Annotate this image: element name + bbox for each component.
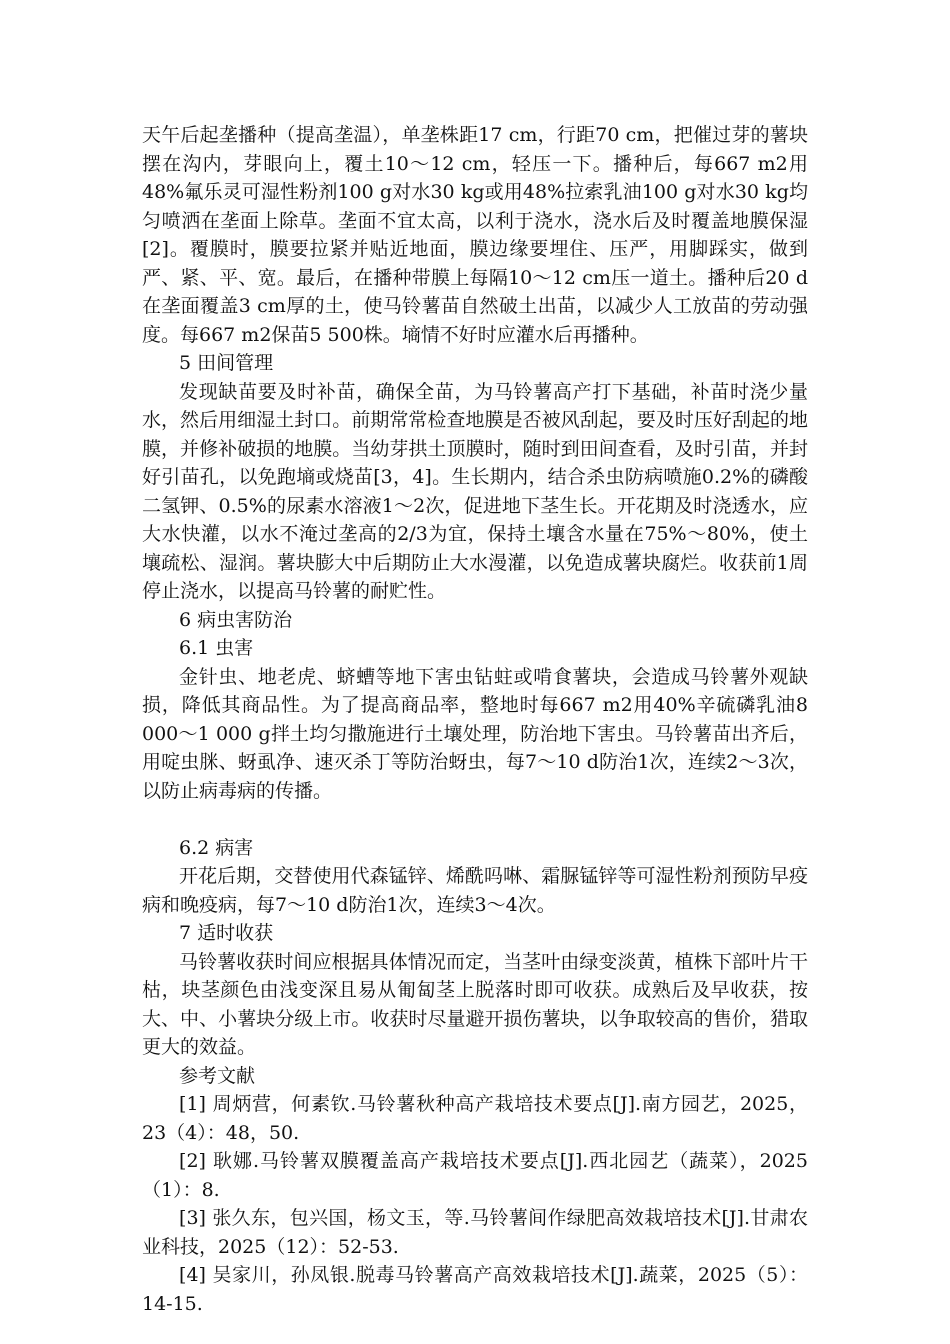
heading-harvest: 7 适时收获: [179, 922, 274, 944]
paragraph-insect-pests: 金针虫、地老虎、蛴螬等地下害虫钻蛀或啃食薯块，会造成马铃薯外观缺损，降低其商品性。为了提高商品率，整地时每667 m2用40%辛硫磷乳油8 000～1 000 g拌土均匀撒施进行土壤处理，防治地下害虫。马铃薯苗出齐后，用啶虫脒、蚜虱净、速灭杀丁等防治蚜虫，每7～10 d防治1次，连续2～3次，以防止病毒病的传播。: [142, 665, 808, 802]
paragraph-sowing: 天午后起垄播种（提高垄温），单垄株距17 cm，行距70 cm，把催过芽的薯块摆在沟内，芽眼向上，覆土10～12 cm，轻压一下。播种后，每667 m2用48%氟乐灵可湿性粉剂100 g对水30 kg或用48%拉索乳油100 g对水30 kg均匀喷洒在垄面上除草。垄面不宜太高，以利于浇水，浇水后及时覆盖地膜保湿[2]。覆膜时，膜要拉紧并贴近地面，膜边缘要埋住、压严，用脚踩实，做到严、紧、平、宽。最后，在播种带膜上每隔10～12 cm压一道土。播种后20 d在垄面覆盖3 cm厚的土，使马铃薯苗自然破土出苗，以减少人工放苗的劳动强度。每667 m2保苗5 500株。墒情不好时应灌水后再播种。: [142, 124, 808, 346]
reference-item: [2] 耿娜.马铃薯双膜覆盖高产栽培技术要点[J].西北园艺（蔬菜），2025（1）：8.: [142, 1150, 808, 1201]
heading-insect-pests: 6.1 虫害: [179, 637, 254, 659]
heading-pest-control: 6 病虫害防治: [179, 608, 293, 631]
heading-diseases: 6.2 病害: [179, 836, 254, 859]
references-title: 参考文献: [179, 1064, 256, 1087]
heading-field-management: 5 田间管理: [179, 352, 274, 374]
paragraph-field-management: 发现缺苗要及时补苗，确保全苗，为马铃薯高产打下基础，补苗时浇少量水，然后用细湿土封口。前期常常检查地膜是否被风刮起，要及时压好刮起的地膜，并修补破损的地膜。当幼芽拱土顶膜时，随时到田间查看，及时引苗，并封好引苗孔，以免跑墒或烧苗[3，4]。生长期内，结合杀虫防病喷施0.2%的磷酸二氢钾、0.5%的尿素水溶液1～2次，促进地下茎生长。开花期及时浇透水，应大水快灌，以水不淹过垄高的2/3为宜，保持土壤含水量在75%～80%，使土壤疏松、湿润。薯块膨大中后期防止大水漫灌，以免造成薯块腐烂。收获前1周停止浇水，以提高马铃薯的耐贮性。: [142, 380, 808, 602]
blank-line: [142, 805, 808, 834]
reference-item: [1] 周炳营，何素钦.马铃薯秋种高产栽培技术要点[J].南方园艺，2025，23（4）：48，50.: [142, 1093, 808, 1144]
document-body: [142, 121, 808, 1318]
reference-item: [3] 张久东，包兴国，杨文玉，等.马铃薯间作绿肥高效栽培技术[J].甘肃农业科技，2025（12）：52-53.: [142, 1207, 808, 1258]
paragraph-diseases: 开花后期，交替使用代森锰锌、烯酰吗啉、霜脲锰锌等可湿性粉剂预防早疫病和晚疫病，每7～10 d防治1次，连续3～4次。: [142, 865, 808, 916]
reference-item: [4] 吴家川，孙凤银.脱毒马铃薯高产高效栽培技术[J].蔬菜，2025（5）： 14-15.: [142, 1264, 808, 1315]
paragraph-harvest: 马铃薯收获时间应根据具体情况而定，当茎叶由绿变淡黄，植株下部叶片干枯，块茎颜色由浅变深且易从匍匐茎上脱落时即可收获。成熟后及早收获，按大、中、小薯块分级上市。收获时尽量避开损伤薯块，以争取较高的售价，猎取更大的效益。: [142, 950, 808, 1058]
